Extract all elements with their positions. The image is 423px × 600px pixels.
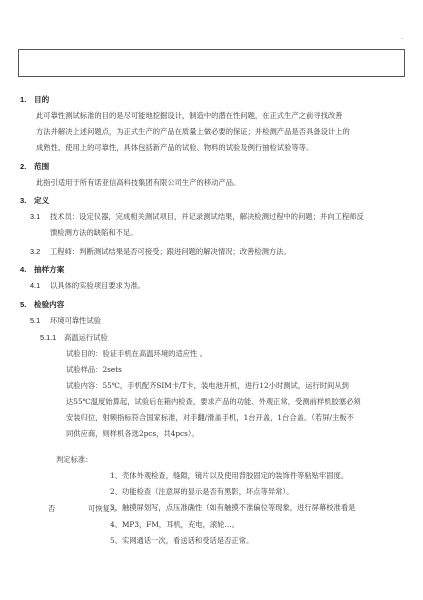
criteria-item: 3、触摸屏划写，点压准确性（如有触摸不准偏位等现象，进行屏幕校准看是	[110, 503, 356, 512]
item-5-1-number: 5.1	[30, 316, 41, 325]
section-3-title: 定义	[34, 196, 50, 205]
definition-3-1-number: 3.1	[30, 212, 41, 221]
criteria-cont-prefix: 否	[48, 504, 56, 513]
sampling-4-1-number: 4.1	[30, 281, 41, 290]
test-content-line: 达55℃温度始算起，试验后在箱内检查，要求产品的功能、外观正常，受测前样机胶塞必须	[66, 397, 361, 406]
criteria-item: 4、MP3，FM，耳机，充电，滚轮…。	[110, 520, 240, 529]
test-content-line: 试验内容：55℃，手机配齐SIM卡/T卡，装电池开机，进行12小时测试，运行时间从到	[66, 381, 349, 390]
section-5-heading	[20, 299, 64, 310]
criteria-label: 判定标准：	[56, 455, 93, 464]
section-1-line: 方法并解决上述问题点，为正式生产的产品在质量上做必要的保证；并检测产品是否具备设计上的	[36, 127, 350, 136]
test-purpose: 试验目的：验证手机在高温环境的适应性 。	[66, 349, 207, 358]
definition-3-2-line: 工程师：判断测试结果是否可接受；跟进问题的解决情况；改善检测方法。	[50, 247, 291, 256]
section-3-heading	[20, 195, 49, 206]
definition-3-1	[30, 209, 364, 241]
definition-3-1-line: 技术员：设定仪器，完成相关测试项目，并记录测试结果，解决检测过程中的问题；并向工程师反	[50, 212, 364, 221]
test-content-line: 安装归位，射频指标符合国家标准，对手翻/滑盖手机，1台开盖，1台合盖。（若屏/主板不	[66, 413, 354, 422]
section-1-body	[36, 108, 350, 156]
section-1-line: 此可靠性测试标准的目的是尽可能地挖掘设计，制造中的潜在性问题，在正式生产之前寻找改善	[36, 111, 343, 120]
sampling-4-1	[30, 278, 145, 294]
criteria-item: 1、壳体外观检查，缝隙，镜片以及使用背胶固定的装饰件等粘贴牢固度。	[110, 471, 349, 480]
definition-3-2-number: 3.2	[30, 247, 41, 256]
criteria-list-more	[110, 517, 253, 549]
top-mark: ·	[401, 36, 403, 43]
section-4-title: 抽样方案	[34, 265, 65, 274]
test-sample: 试验样品：2sets	[66, 365, 122, 374]
definition-3-2	[30, 244, 291, 260]
criteria-cont: 可恢复）。	[88, 504, 121, 513]
section-2-heading	[20, 161, 49, 172]
section-4-heading	[20, 264, 64, 275]
header-box	[18, 49, 405, 77]
definition-3-1-line: 馈检测方法的缺陷和不足。	[50, 228, 138, 237]
test-content-line: 同供应商，则样机各选2pcs，共4pcs）。	[66, 429, 199, 438]
item-5-1-1-number: 5.1.1	[40, 333, 57, 342]
section-1-heading	[20, 94, 49, 105]
section-3-number: 3.	[20, 196, 27, 205]
section-1-title: 目的	[34, 95, 50, 104]
sampling-4-1-line: 以具体的实验项目要求为准。	[50, 281, 145, 290]
item-5-1	[30, 313, 101, 329]
section-4-number: 4.	[20, 265, 27, 274]
section-2-body	[36, 175, 240, 191]
section-5-title: 检验内容	[34, 300, 65, 309]
criteria-list	[110, 468, 355, 516]
criteria-item: 5、实网通话一次，看送话和受话是否正常。	[110, 536, 254, 545]
section-5-number: 5.	[20, 300, 27, 309]
section-2-number: 2.	[20, 162, 27, 171]
item-5-1-text: 环境可靠性试验	[50, 316, 102, 325]
item-5-1-1-text: 高温运行试验	[64, 333, 108, 342]
section-2-line: 此指引适用于所有诺亚信高科技集团有限公司生产的移动产品。	[36, 178, 241, 187]
criteria-item: 2、功能检查（注意屏的显示是否有黑影，坏点等异常）。	[110, 487, 294, 496]
section-1-line: 成熟性、使用上的可靠性，具体包括新产品的试验、物料的试验及例行抽检试验等等。	[36, 143, 314, 152]
test-description	[66, 346, 361, 442]
item-5-1-1	[40, 330, 108, 346]
section-2-title: 范围	[34, 162, 50, 171]
section-1-number: 1.	[20, 95, 27, 104]
